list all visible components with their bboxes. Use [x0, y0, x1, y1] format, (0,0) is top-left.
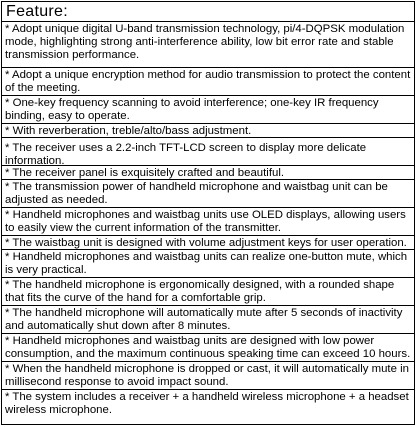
feature-row-8: * Handheld microphones and waistbag units use OLED displays, allowing users to easily view the current information of the transmitter. — [2, 208, 414, 236]
feature-heading: Feature: — [2, 2, 414, 22]
feature-row-15: * The system includes a receiver + a handheld wireless microphone + a headset wireless microphone. — [5, 391, 409, 416]
feature-row-2: * Adopt a unique encryption method for audio transmission to protect the content of the meeting. — [2, 68, 414, 96]
feature-row-7: * The transmission power of handheld microphone and waistbag unit can be adjusted as needed. — [2, 180, 414, 208]
feature-row-1: * Adopt unique digital U-band transmission technology, pi/4-DQPSK modulation mode, highlighting strong anti-interference ability, low bit error rate and stable transmission performance. — [2, 22, 414, 68]
feature-row-5: * The receiver uses a 2.2-inch TFT-LCD screen to display more delicate information. — [2, 138, 414, 166]
feature-row-6: * The receiver panel is exquisitely crafted and beautiful. — [2, 166, 414, 180]
feature-row-12: * The handheld microphone will automatically mute after 5 seconds of inactivity and automatically shut down after 8 minutes. — [2, 306, 414, 334]
feature-row-3: * One-key frequency scanning to avoid interference; one-key IR frequency binding, easy to operate. — [2, 96, 414, 124]
feature-list — [2, 22, 414, 418]
feature-row-10: * Handheld microphones and waistbag units can realize one-button mute, which is very practical. — [2, 250, 414, 278]
feature-row-11: * The handheld microphone is ergonomically designed, with a rounded shape that fits the curve of the hand for a comfortable grip. — [2, 278, 414, 306]
feature-row-9: * The waistbag unit is designed with volume adjustment keys for user operation. — [2, 236, 414, 250]
feature-table — [1, 1, 415, 425]
feature-row-4: * With reverberation, treble/alto/bass adjustment. — [2, 124, 414, 138]
feature-row-14: * When the handheld microphone is dropped or cast, it will automatically mute in millisecond response to avoid impact sound. — [2, 362, 414, 390]
feature-row-13: * Handheld microphones and waistbag units are designed with low power consumption, and the maximum continuous speaking time can exceed 10 hours. — [2, 334, 414, 362]
